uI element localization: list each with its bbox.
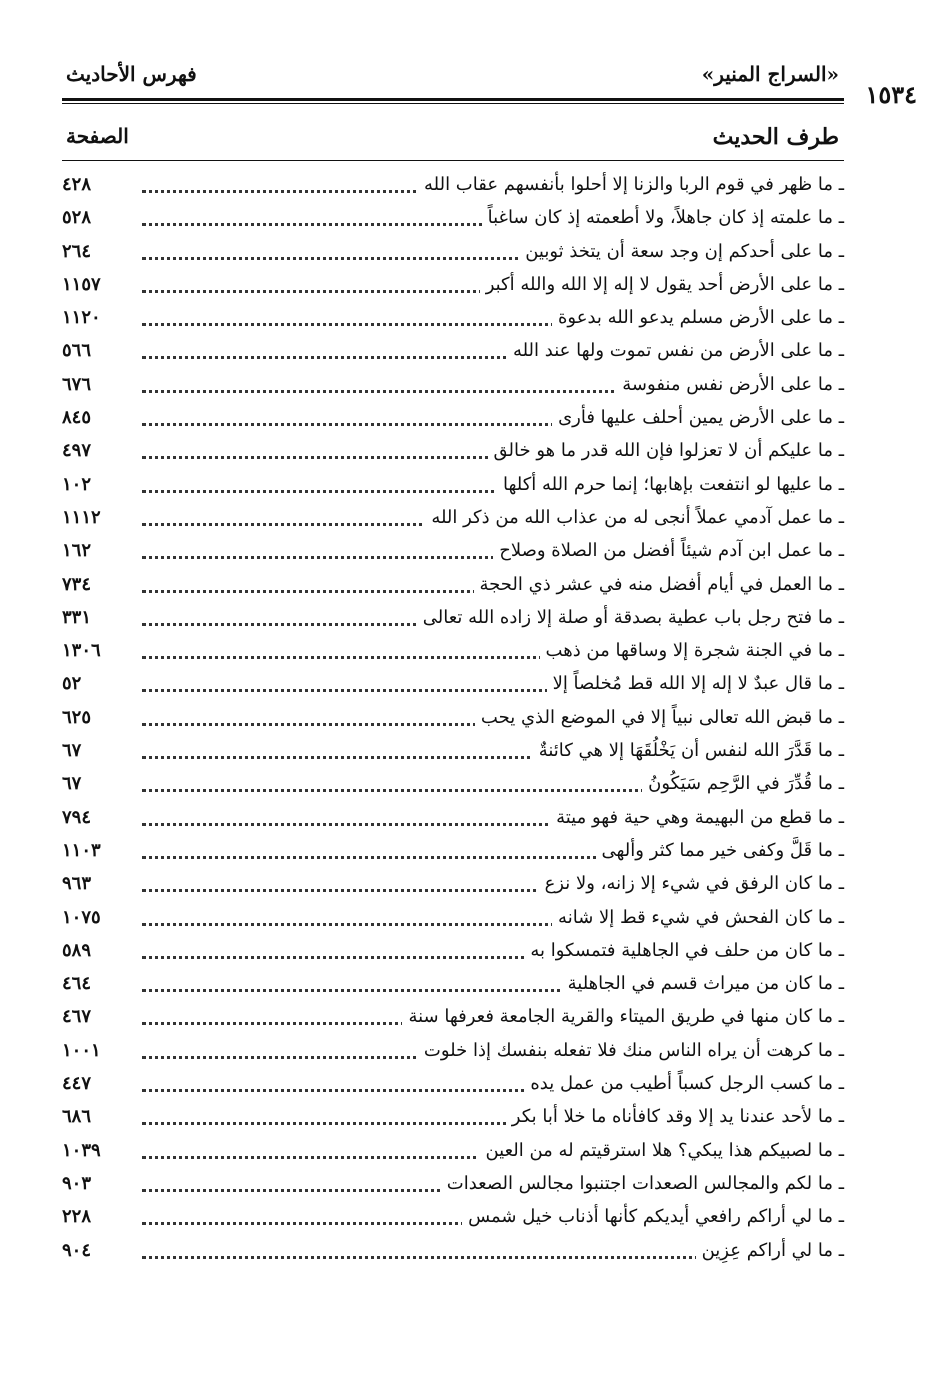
hadith-text: ـ ما كان من حلف في الجاهلية فتمسكوا به xyxy=(524,940,844,961)
page-ref: ١١٢٠ xyxy=(62,307,101,329)
page-ref: ٦٧ xyxy=(62,740,82,762)
column-header-page: الصفحة xyxy=(66,124,129,148)
index-entry xyxy=(62,1136,844,1169)
hadith-index-list xyxy=(62,170,844,1269)
header-rule xyxy=(62,98,844,101)
page-ref: ٨٤٥ xyxy=(62,407,92,429)
hadith-text: ـ ما فتح رجل باب عطية بصدقة أو صلة إلا زاده الله تعالى xyxy=(417,607,844,628)
hadith-text: ـ ما كان منها في طريق الميتاء والقرية الجامعة فعرفها سنة xyxy=(402,1006,844,1027)
hadith-text: ـ ما قطع من البهيمة وهي حية فهو ميتة xyxy=(550,807,844,828)
page-ref: ٢٦٤ xyxy=(62,240,92,262)
page-ref: ٥٢٨ xyxy=(62,207,92,229)
page-ref: ٤٦٤ xyxy=(62,973,92,995)
index-entry xyxy=(62,903,844,936)
page-ref: ٦٧٦ xyxy=(62,373,92,395)
hadith-text: ـ ما كان من ميراث قسم في الجاهلية xyxy=(562,973,844,994)
index-entry xyxy=(62,303,844,336)
page-ref: ٦٧ xyxy=(62,773,82,795)
index-entry xyxy=(62,436,844,469)
index-entry xyxy=(62,403,844,436)
index-entry xyxy=(62,1036,844,1069)
index-entry xyxy=(62,237,844,270)
hadith-text: ـ ما قَدَّرَ الله لنفس أن يَخْلُقَهَا إلا هي كائنةٌ xyxy=(533,740,844,761)
hadith-text: ـ ما لصبيكم هذا يبكي؟ هلا استرقيتم له من العين xyxy=(479,1140,844,1161)
page-ref: ١٦٢ xyxy=(62,540,92,562)
page-ref: ١٠٠١ xyxy=(62,1039,101,1061)
running-head xyxy=(66,58,917,109)
index-entry xyxy=(62,503,844,536)
index-entry xyxy=(62,803,844,836)
page-ref: ٩٠٤ xyxy=(62,1239,92,1261)
index-entry xyxy=(62,736,844,769)
hadith-text: ـ ما كرهت أن يراه الناس منك فلا تفعله بنفسك إذا خلوت xyxy=(418,1040,844,1061)
index-entry xyxy=(62,170,844,203)
page-ref: ٦٨٦ xyxy=(62,1106,92,1128)
page-ref: ٤٦٧ xyxy=(62,1006,92,1028)
index-entry xyxy=(62,969,844,1002)
book-title: «السراج المنير» xyxy=(701,62,839,86)
hadith-text: ـ ما عليها لو انتفعت بإهابها؛ إنما حرم الله أكلها xyxy=(497,474,844,495)
index-entry xyxy=(62,603,844,636)
page-number: ١٥٣٤ xyxy=(865,80,917,109)
page-ref: ٣٣١ xyxy=(62,606,92,628)
hadith-text: ـ ما قَلَّ وكفى خير مما كثر وألهى xyxy=(596,840,845,861)
index-entry xyxy=(62,336,844,369)
index-entry xyxy=(62,636,844,669)
hadith-text: ـ ما عمل ابن آدم شيئاً أفضل من الصلاة وصلاح xyxy=(493,540,844,561)
page-ref: ١٣٠٦ xyxy=(62,640,101,662)
hadith-text: ـ ما على الأرض نفس منفوسة xyxy=(616,374,844,395)
index-entry xyxy=(62,1102,844,1135)
index-entry xyxy=(62,470,844,503)
column-header-rule xyxy=(62,160,844,161)
page-ref: ٥٢ xyxy=(62,673,82,695)
hadith-text: ـ ما على أحدكم إن وجد سعة أن يتخذ ثوبين xyxy=(519,241,844,262)
section-title: فهرس الأحاديث xyxy=(66,62,197,86)
hadith-text: ـ ما عمل آدمي عملاً أنجى له من عذاب الله من ذكر الله xyxy=(425,507,844,528)
page-ref: ١٠٧٥ xyxy=(62,906,101,928)
hadith-text: ـ ما العمل في أيام أفضل منه في عشر ذي الحجة xyxy=(474,574,844,595)
index-entry xyxy=(62,869,844,902)
hadith-text: ـ ما قُدِّرَ في الرَّحِم سَيَكُونُ xyxy=(642,773,844,794)
index-entry xyxy=(62,203,844,236)
hadith-text: ـ ما في الجنة شجرة إلا وساقها من ذهب xyxy=(540,640,844,661)
hadith-text: ـ ما علمته إذ كان جاهلاً، ولا أطعمته إذ كان ساغباً xyxy=(482,207,844,228)
hadith-text: ـ ما كسب الرجل كسباً أطيب من عمل يده xyxy=(524,1073,844,1094)
hadith-text: ـ ما على الأرض مسلم يدعو الله بدعوة xyxy=(552,307,844,328)
hadith-text: ـ ما لي أراكم رافعي أيديكم كأنها أذناب خيل شمس xyxy=(462,1206,844,1227)
index-entry xyxy=(62,570,844,603)
page-ref: ١١٥٧ xyxy=(62,273,101,295)
hadith-text: ـ ما على الأرض أحد يقول لا إله إلا الله والله أكبر xyxy=(480,274,844,295)
index-entry xyxy=(62,270,844,303)
index-entry xyxy=(62,370,844,403)
header-rule-thin xyxy=(62,103,844,104)
page-ref: ٤٢٨ xyxy=(62,174,92,195)
page-ref: ١١٠٣ xyxy=(62,839,101,861)
index-entry xyxy=(62,1169,844,1202)
page-ref: ٥٨٩ xyxy=(62,939,92,961)
column-header-hadith: طرف الحديث xyxy=(712,124,839,150)
index-entry xyxy=(62,1202,844,1235)
hadith-text: ـ ما قال عبدٌ لا إله إلا الله قط مُخلصاً إلا xyxy=(547,673,844,694)
index-entry xyxy=(62,836,844,869)
hadith-text: ـ ما ظهر في قوم الربا والزنا إلا أحلوا بأنفسهم عقاب الله xyxy=(418,174,844,195)
hadith-text: ـ ما على الأرض يمين أحلف عليها فأرى xyxy=(552,407,844,428)
index-entry xyxy=(62,769,844,802)
hadith-text: ـ ما لكم والمجالس الصعدات اجتنبوا مجالس الصعدات xyxy=(441,1173,844,1194)
page-ref: ٥٦٦ xyxy=(62,340,92,362)
index-entry xyxy=(62,1002,844,1035)
hadith-text: ـ ما عليكم أن لا تعزلوا فإن الله قدر ما هو خالق xyxy=(488,440,844,461)
index-entry xyxy=(62,536,844,569)
hadith-text: ـ ما لأحد عندنا يد إلا وقد كافأناه ما خلا أبا بكر xyxy=(506,1106,844,1127)
page-ref: ١١١٢ xyxy=(62,506,101,528)
hadith-text: ـ ما لي أراكم عِزِين xyxy=(696,1240,844,1261)
hadith-text: ـ ما كان الفحش في شيء قط إلا شانه xyxy=(552,907,844,928)
page-ref: ٩٦٣ xyxy=(62,873,92,895)
page-ref: ١٠٢ xyxy=(62,473,92,495)
index-entry xyxy=(62,936,844,969)
index-entry xyxy=(62,1069,844,1102)
hadith-text: ـ ما كان الرفق في شيء إلا زانه، ولا نزع xyxy=(539,873,844,894)
page-ref: ٤٩٧ xyxy=(62,440,92,462)
page-ref: ٤٤٧ xyxy=(62,1073,92,1095)
page-ref: ١٠٣٩ xyxy=(62,1139,101,1161)
hadith-text: ـ ما قبض الله تعالى نبياً إلا في الموضع الذي يحب xyxy=(475,707,844,728)
page-ref: ٦٢٥ xyxy=(62,706,92,728)
page-ref: ٧٩٤ xyxy=(62,806,92,828)
page-ref: ٢٢٨ xyxy=(62,1206,92,1228)
page-ref: ٩٠٣ xyxy=(62,1172,92,1194)
index-entry xyxy=(62,1236,844,1269)
hadith-text: ـ ما على الأرض من نفس تموت ولها عند الله xyxy=(507,340,844,361)
index-entry xyxy=(62,669,844,702)
page-ref: ٧٣٤ xyxy=(62,573,92,595)
index-entry xyxy=(62,703,844,736)
